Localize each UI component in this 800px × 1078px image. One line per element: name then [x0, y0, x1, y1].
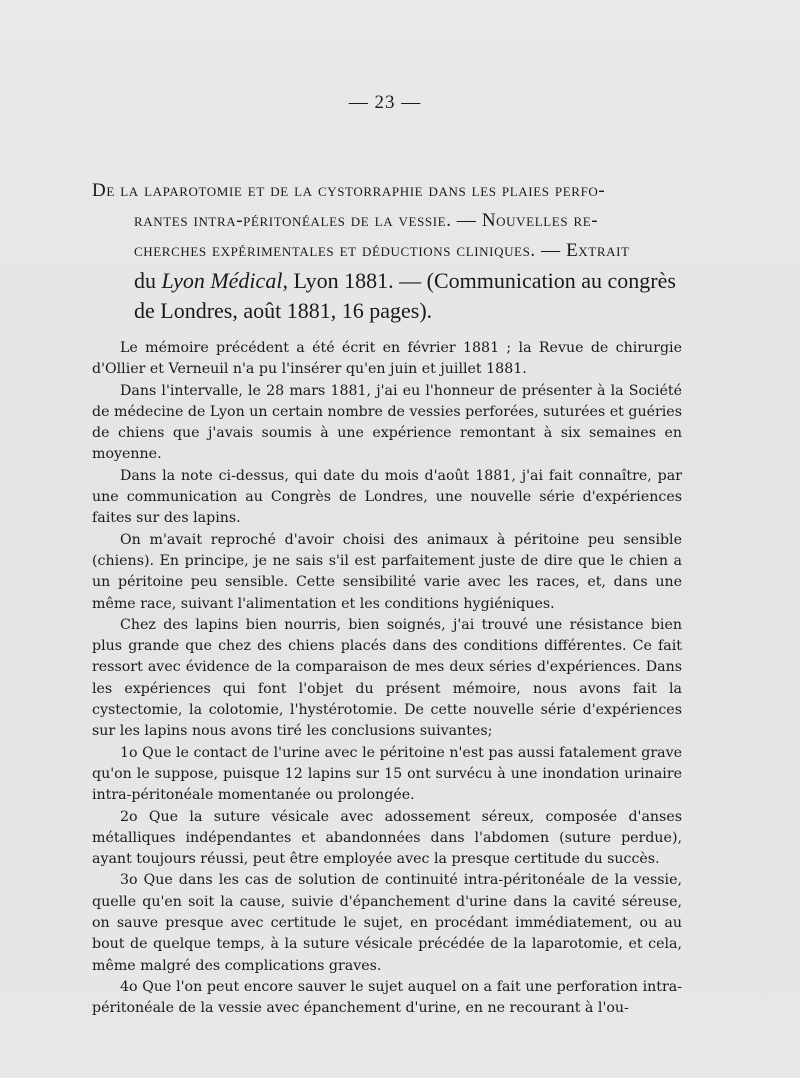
- heading-line-3: cherches expérimentales et déductions cliniques. — Extrait: [134, 240, 630, 261]
- heading-line-4-prefix: du: [134, 268, 162, 293]
- paragraph: 4o Que l'on peut encore sauver le sujet auquel on a fait une perforation intra-péritonéale de la vessie avec épanchement d'urine, en ne recourant à l'ou-: [92, 978, 682, 1017]
- paragraph: 1o Que le contact de l'urine avec le péritoine n'est pas aussi fatalement grave qu'on le suppose, puisque 12 lapins sur 15 ont survécu à une inondation urinaire intra-péritonéale momentanée ou prolongée.: [92, 744, 682, 804]
- section-heading: [92, 176, 690, 326]
- journal-title: Lyon Médical: [161, 268, 283, 293]
- body-text: [92, 338, 682, 1020]
- paragraph: Dans l'intervalle, le 28 mars 1881, j'ai eu l'honneur de présenter à la Société de médecine de Lyon un certain nombre de vessies perforées, suturées et guéries de chiens que j'avais soumis à une expérience remontant à six semaines en moyenne.: [92, 382, 682, 463]
- paragraph: 3o Que dans les cas de solution de continuité intra-péritonéale de la vessie, quelle qu'en soit la cause, suivie d'épanchement d'urine dans la cavité séreuse, on sauve presque avec certitude le sujet, en procédant immédiatement, ou au bout de quelque temps, à la suture vésicale précédée de la laparotomie, et cela, même malgré des complications graves.: [92, 872, 682, 974]
- heading-line-4-suffix: , Lyon 1881. — (Communication au congrès: [282, 268, 676, 293]
- heading-line-2: rantes intra-péritonéales de la vessie. — Nouvelles re-: [134, 210, 599, 231]
- heading-line-5: de Londres, août 1881, 16 pages).: [134, 298, 433, 323]
- paragraph: Chez des lapins bien nourris, bien soignés, j'ai trouvé une résistance bien plus grande que chez des chiens placés dans des conditions différentes. Ce fait ressort avec évidence de la comparaison de mes deux séries d'expériences. Dans les expériences qui font l'objet du présent mémoire, nous avons fait la cystectomie, la colotomie, l'hystérotomie. De cette nouvelle série d'expériences sur les lapins nous avons tiré les conclusions suivantes;: [92, 616, 682, 740]
- paragraph: 2o Que la suture vésicale avec adossement séreux, composée d'anses métalliques indépendantes et abandonnées dans l'abdomen (suture perdue), ayant toujours réussi, peut être employée avec la presque certitude du succès.: [92, 808, 682, 868]
- paragraph: Le mémoire précédent a été écrit en février 1881 ; la Revue de chirurgie d'Ollier et Verneuil n'a pu l'insérer qu'en juin et juillet 1881.: [92, 340, 682, 378]
- paragraph: On m'avait reproché d'avoir choisi des animaux à péritoine peu sensible (chiens). En principe, je ne sais s'il est parfaitement juste de dire que le chien a un péritoine peu sensible. Cette sensibilité varie avec les races, et, dans une même race, suivant l'alimentation et les conditions hygiéniques.: [92, 531, 682, 612]
- heading-line-1: De la laparotomie et de la cystorraphie dans les plaies perfo-: [92, 180, 606, 201]
- page-number: — 23 —: [348, 92, 422, 113]
- heading-line-4: [92, 266, 690, 296]
- paragraph: Dans la note ci-dessus, qui date du mois d'août 1881, j'ai fait connaître, par une communication au Congrès de Londres, une nouvelle série d'expériences faites sur des lapins.: [92, 467, 682, 527]
